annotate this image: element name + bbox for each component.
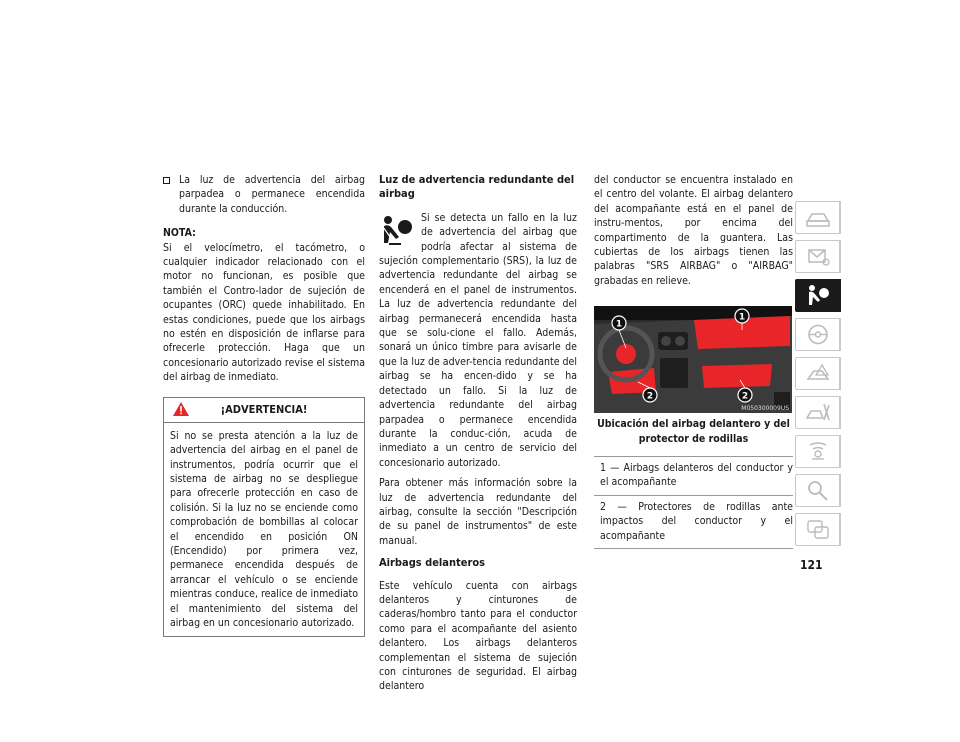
warning-title: ¡ADVERTENCIA! [220,402,308,416]
emergency-warning-icon [804,361,832,386]
column-left [163,173,365,637]
legend-item: 1 — Airbags delanteros del conductor y el acompañante [594,457,793,496]
intro-block [379,211,577,476]
svg-text:1: 1 [738,312,746,323]
tab-language[interactable] [795,513,841,546]
bullet-item [163,173,365,216]
figure-caption: Ubicación del airbag delantero y del protector de rodillas [597,418,790,445]
safety-airbag-icon [804,283,832,308]
warning-box [163,397,365,638]
tab-starting-operating[interactable] [795,318,841,351]
service-maintenance-icon [804,400,832,425]
tab-getting-started[interactable] [795,240,841,273]
bullet-text: La luz de advertencia del airbag parpadea o permanece encendida durante la conducción. [179,174,365,215]
steering-wheel-icon [804,322,832,347]
airbag-location-figure [594,306,792,413]
callout-marker [612,316,626,330]
paragraph: del conductor se encuentra instalado en el centro del volante. El airbag delantero del acompañante está en el panel de instru-mentos, por encima del compartimento de la guantera. Las cubiertas de los airbags tienen las palabras "SRS AIRBAG" o "AIRBAG" grabadas en relieve. [594,174,793,287]
paragraph: Este vehículo cuenta con airbags delanteros y cinturones de caderas/hombro tanto para el conductor como para el acompañante del asiento delantero. Los airbags delanteros complementan el sistema de sujeción con cinturones de seguridad. El airbag delantero [379,579,577,693]
legend-item: 2 — Protectores de rodillas ante impactos del conductor y el acompañante [594,496,793,549]
svg-text:2: 2 [741,391,749,402]
column-right [594,173,793,549]
getting-started-icon [804,244,832,269]
column-middle [379,173,577,700]
callout-marker [738,388,752,402]
checkbox-bullet-icon [163,177,170,184]
note-text: Si el velocímetro, el tacómetro, o cualquier indicador relacionado con el motor no funcionan, es posible que también el Contro-lador de sujeción de ocupantes (ORC) quede inhabilitado. En estas condiciones, puede que los airbags no estén en disposición de inflarse para ofrecerle protección. Haga que un concesionario autorizado revise el sistema del airbag de inmediato. [163,241,365,384]
vehicle-dashboard-icon [804,205,832,230]
warning-text: Si no se presta atención a la luz de advertencia del airbag en el panel de instrumentos, podría ocurrir que el sistema de airbag no se despliegue para ofrecerle protección en caso de colisión. Si la luz no se enciende como comprobación de bombillas al colocar el encendido en posición ON (Encendido) por primera vez, permanece encendida después de arrancar el vehículo o se enciende mientras conduce, realice de inmediato el mantenimiento del sistema del airbag en un concesionario autorizado. [170,429,358,629]
paragraph: Si se detecta un fallo en la luz de advertencia del airbag que podría afectar al sistema de sujeción complementario (SRS), la luz de advertencia redundante del airbag se encenderá en el panel de instrumentos. La luz de advertencia redundante del airbag permanecerá encendida hasta que se solu-cione el fallo. Además, sonará un único timbre para avisarle de que la luz de adver-tencia redundante del airbag se ha encen-dido y se ha detectado un fallo. Si la luz de advertencia redundante del airbag parpadea o permanece encendida durante la conduc-ción, acuda de inmediato a un centro de servicio del concesionario autorizado. [379,211,577,469]
chapter-tab-strip [795,201,841,552]
warning-body [164,423,364,637]
tab-in-case-of-emergency[interactable] [795,357,841,390]
dashboard-illustration [594,306,792,413]
tab-vehicle-dashboard[interactable] [795,201,841,234]
tab-servicing-maintenance[interactable] [795,396,841,429]
callout-marker [643,388,657,402]
multimedia-icon [804,439,832,464]
svg-text:1: 1 [615,319,623,330]
subsection-heading: Airbags delanteros [379,556,486,570]
tab-safety[interactable] [795,279,841,312]
section-heading: Luz de advertencia redundante del airbag [379,173,575,201]
warning-header [164,398,364,423]
search-index-icon [804,478,832,503]
figure-code: M050300009US [741,405,789,413]
paragraph: Para obtener más información sobre la luz de advertencia redundante del airbag, consulte la sección "Descripción de su panel de instrumentos" de este manual. [379,477,577,547]
language-icon [804,517,832,542]
warning-triangle-icon [172,401,190,417]
svg-text:2: 2 [646,391,654,402]
note-label: NOTA: [163,227,196,240]
airbag-warning-light-icon [379,213,415,249]
callout-marker [735,309,749,323]
page-number: 121 [800,558,823,572]
tab-index[interactable] [795,474,841,507]
figure-legend [594,456,793,549]
tab-multimedia[interactable] [795,435,841,468]
